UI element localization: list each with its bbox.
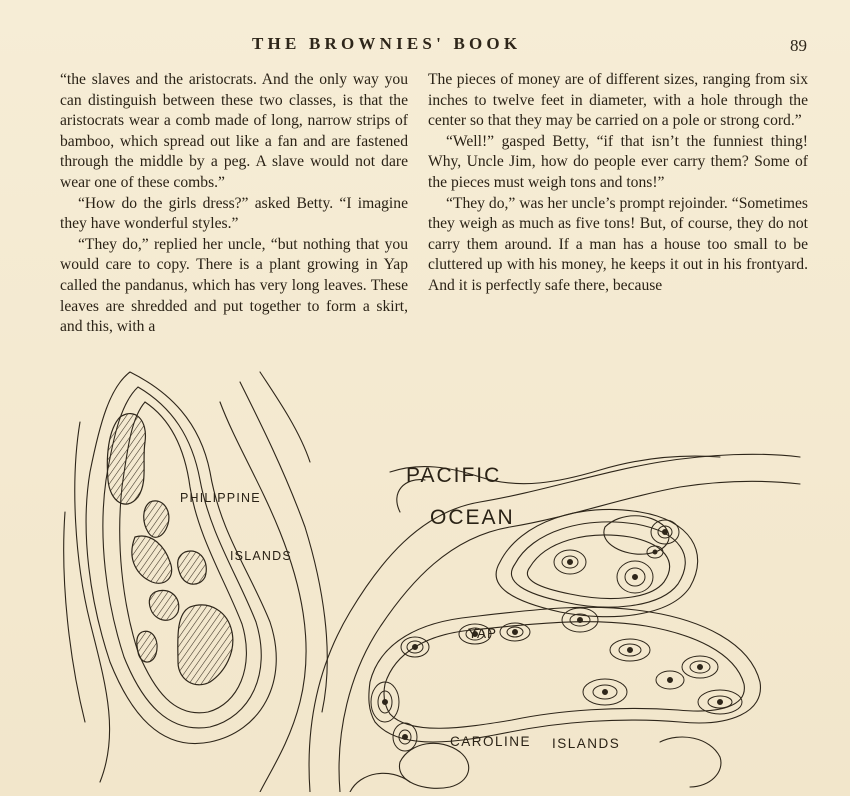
contour-line — [496, 509, 698, 616]
contour-line — [369, 607, 761, 742]
running-title: THE BROWNIES' BOOK — [252, 34, 522, 53]
map-label-islands-philippine: ISLANDS — [230, 549, 292, 563]
map-label-yap: YAP — [468, 626, 498, 641]
map-label-caroline: CAROLINE — [450, 734, 532, 749]
map-label-islands-caroline: ISLANDS — [552, 736, 621, 751]
contour-line — [260, 372, 310, 462]
island — [178, 605, 233, 685]
map-label-pacific: PACIFIC — [406, 464, 502, 487]
map-label-philippine: PHILIPPINE — [180, 491, 261, 505]
paragraph: “How do the girls dress?” asked Betty. “I imagine they have wonderful styles.” — [60, 194, 408, 233]
island — [132, 536, 172, 583]
contour-line — [64, 512, 85, 722]
right-text-column — [428, 70, 808, 297]
paragraph: “Well!” gasped Betty, “if that isn’t the funniest thing! Why, Uncle Jim, how do people ever carry them? Some of the pieces must weigh tons and tons!” — [428, 132, 808, 191]
island — [137, 631, 157, 662]
contour-line — [384, 622, 744, 729]
contour-map — [60, 362, 820, 792]
island — [149, 590, 178, 620]
contour-line — [75, 422, 110, 782]
paragraph: “They do,” was her uncle’s prompt rejoinder. “Sometimes they weigh as much as five tons! But, of course, they do not carry them around. If a man has a house too small to be cluttered up with his money, he keeps it out in his frontyard. And it is perfectly safe there, because — [428, 194, 808, 294]
paragraph: “the slaves and the aristocrats. And the only way you can distinguish between these two classes, is that the aristocrats wear a comb made of long, narrow strips of bamboo, which spread out like a fan and are fastened through the middle by a peg. A slave would not dare wear one of these combs.” — [60, 71, 408, 191]
paragraph: “They do,” replied her uncle, “but nothing that you would care to copy. There is a plant growing in Yap called the pandanus, which has very long leaves. These leaves are shredded and put together to form a skirt, and this, with a — [60, 235, 408, 336]
paragraph: The pieces of money are of different sizes, ranging from six inches to twelve feet in diameter, with a hole through the center so that they may be carried on a pole or strong cord.” — [428, 71, 808, 130]
island — [178, 551, 207, 584]
page-header — [0, 34, 850, 56]
left-text-column — [60, 70, 408, 338]
map-illustration — [60, 362, 820, 792]
island — [144, 501, 169, 537]
contour-line — [240, 382, 327, 712]
map-label-ocean: OCEAN — [430, 506, 515, 529]
island — [107, 414, 145, 505]
page-number: 89 — [790, 36, 807, 55]
contour-line — [350, 773, 410, 792]
contour-line — [660, 737, 721, 787]
